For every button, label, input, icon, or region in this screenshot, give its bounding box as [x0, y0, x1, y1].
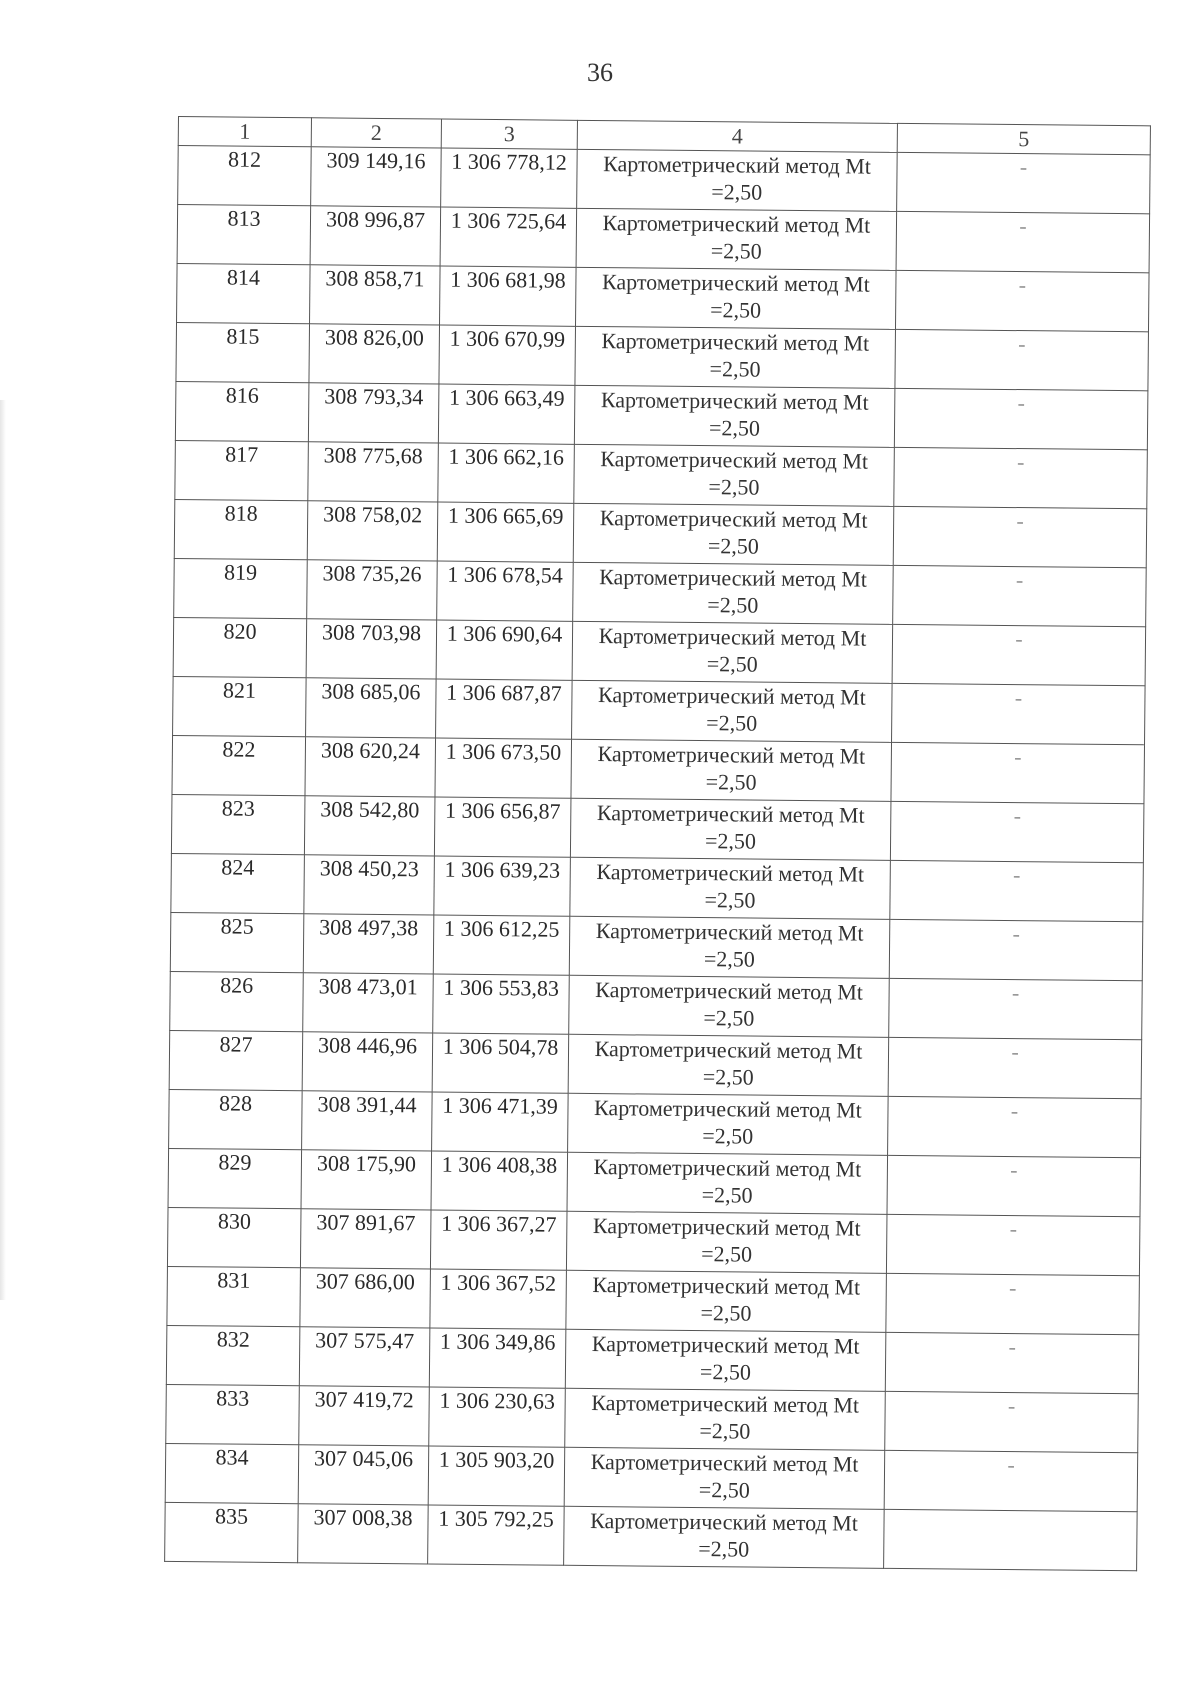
method-cell [568, 1093, 889, 1155]
y-coordinate-cell: 1 306 681,98 [440, 266, 577, 326]
note-cell: - [895, 270, 1149, 331]
method-label: Картометрический метод Mt [596, 800, 865, 828]
x-coordinate-cell: 309 149,16 [311, 147, 442, 207]
point-number-cell: 821 [173, 676, 307, 736]
note-cell: - [893, 565, 1147, 626]
method-label: Картометрический метод Mt [599, 505, 868, 533]
accuracy-value: =2,50 [707, 592, 759, 618]
accuracy-value: =2,50 [702, 1064, 754, 1090]
y-coordinate-cell: 1 306 367,52 [430, 1269, 567, 1329]
point-number-cell: 812 [178, 146, 312, 206]
x-coordinate-cell: 307 891,67 [300, 1209, 431, 1269]
table-body [165, 146, 1151, 1571]
method-cell [577, 149, 898, 211]
accuracy-value: =2,50 [704, 828, 757, 854]
y-coordinate-cell: 1 306 662,16 [438, 443, 575, 503]
accuracy-value: =2,50 [707, 533, 759, 559]
accuracy-value: =2,50 [711, 179, 763, 205]
point-number-cell: 825 [170, 912, 304, 972]
method-cell [575, 326, 896, 388]
header-col-3: 3 [441, 119, 577, 149]
table-row [173, 617, 1146, 685]
y-coordinate-cell: 1 306 690,64 [436, 620, 573, 680]
method-label: Картометрический метод Mt [591, 1390, 860, 1418]
table-row [170, 971, 1143, 1039]
scan-edge-shadow [0, 400, 6, 1300]
method-cell [570, 857, 891, 919]
point-number-cell: 814 [177, 263, 311, 323]
method-label: Картометрический метод Mt [598, 623, 867, 651]
method-label: Картометрический метод Mt [595, 977, 864, 1005]
point-number-cell: 817 [175, 440, 309, 500]
point-number-cell: 815 [176, 322, 310, 382]
x-coordinate-cell: 308 775,68 [308, 442, 439, 502]
point-number-cell: 819 [174, 558, 308, 618]
note-cell: - [885, 1332, 1139, 1393]
note-cell: - [894, 388, 1148, 449]
point-number-cell: 813 [177, 205, 311, 265]
point-number-cell: 822 [172, 735, 306, 795]
note-cell: - [885, 1391, 1139, 1452]
x-coordinate-cell: 308 793,34 [308, 383, 439, 443]
accuracy-value: =2,50 [698, 1477, 750, 1503]
x-coordinate-cell: 308 473,01 [303, 973, 434, 1033]
x-coordinate-cell: 308 620,24 [305, 737, 436, 797]
method-cell [566, 1211, 887, 1273]
table-row [166, 1325, 1139, 1393]
x-coordinate-cell: 307 419,72 [299, 1386, 430, 1446]
method-label: Картометрический метод Mt [590, 1508, 859, 1536]
point-number-cell: 816 [175, 381, 309, 441]
y-coordinate-cell: 1 306 471,39 [432, 1092, 569, 1152]
point-number-cell: 826 [170, 971, 304, 1031]
method-label: Картометрический метод Mt [596, 859, 865, 887]
table-row [175, 381, 1148, 449]
method-label: Картометрический метод Mt [600, 387, 869, 415]
note-cell: - [886, 1214, 1140, 1275]
y-coordinate-cell: 1 306 725,64 [440, 207, 577, 267]
table-row [165, 1502, 1138, 1570]
x-coordinate-cell: 308 703,98 [306, 619, 437, 679]
method-cell [564, 1447, 885, 1509]
method-label: Картометрический метод Mt [602, 210, 871, 238]
note-cell [884, 1509, 1138, 1570]
table-row [172, 735, 1145, 803]
method-cell [565, 1329, 886, 1391]
x-coordinate-cell: 308 858,71 [310, 265, 441, 325]
table-row [171, 853, 1144, 921]
y-coordinate-cell: 1 306 778,12 [441, 148, 578, 208]
x-coordinate-cell: 307 575,47 [299, 1327, 430, 1387]
method-cell [575, 267, 896, 329]
accuracy-value: =2,50 [698, 1536, 750, 1562]
table-row [169, 1030, 1142, 1098]
table-row [173, 676, 1146, 744]
accuracy-value: =2,50 [708, 415, 761, 441]
note-cell: - [891, 742, 1145, 803]
y-coordinate-cell: 1 306 639,23 [434, 856, 571, 916]
accuracy-value: =2,50 [699, 1359, 752, 1385]
header-col-5: 5 [897, 123, 1150, 154]
method-cell [571, 739, 892, 801]
y-coordinate-cell: 1 305 792,25 [428, 1505, 565, 1565]
y-coordinate-cell: 1 306 408,38 [431, 1151, 568, 1211]
table-row [177, 205, 1150, 273]
note-cell: - [890, 860, 1144, 921]
note-cell: - [897, 152, 1151, 213]
method-cell [573, 562, 894, 624]
point-number-cell: 833 [166, 1384, 300, 1444]
y-coordinate-cell: 1 306 349,86 [429, 1328, 566, 1388]
header-col-2: 2 [311, 118, 441, 148]
y-coordinate-cell: 1 306 230,63 [429, 1387, 566, 1447]
table-row [167, 1207, 1140, 1275]
table-row [165, 1443, 1138, 1511]
header-col-4: 4 [577, 120, 897, 152]
x-coordinate-cell: 308 175,90 [301, 1150, 432, 1210]
point-number-cell: 818 [174, 499, 308, 559]
method-label: Картометрический метод Mt [591, 1331, 860, 1359]
y-coordinate-cell: 1 306 663,49 [438, 384, 575, 444]
note-cell: - [886, 1273, 1140, 1334]
method-cell [576, 208, 897, 270]
x-coordinate-cell: 308 497,38 [303, 914, 434, 974]
method-cell [564, 1506, 885, 1568]
coordinates-table-wrapper [164, 116, 1150, 1571]
x-coordinate-cell: 308 446,96 [302, 1032, 433, 1092]
method-label: Картометрический метод Mt [592, 1272, 861, 1300]
point-number-cell: 830 [167, 1207, 301, 1267]
table-row [176, 322, 1149, 390]
x-coordinate-cell: 308 758,02 [307, 501, 438, 561]
note-cell: - [893, 506, 1147, 567]
point-number-cell: 834 [165, 1443, 299, 1503]
note-cell: - [894, 447, 1148, 508]
table-row [178, 146, 1151, 214]
method-label: Картометрический метод Mt [590, 1449, 859, 1477]
method-label: Картометрический метод Mt [600, 446, 869, 474]
accuracy-value: =2,50 [701, 1241, 753, 1267]
point-number-cell: 835 [165, 1502, 299, 1562]
note-cell: - [895, 329, 1149, 390]
y-coordinate-cell: 1 306 665,69 [437, 502, 574, 562]
point-number-cell: 832 [166, 1325, 300, 1385]
x-coordinate-cell: 308 542,80 [304, 796, 435, 856]
x-coordinate-cell: 308 996,87 [310, 206, 441, 266]
table-row [175, 440, 1148, 508]
table-row [168, 1148, 1141, 1216]
x-coordinate-cell: 308 826,00 [309, 324, 440, 384]
method-cell [574, 444, 895, 506]
table-row [169, 1089, 1142, 1157]
accuracy-value: =2,50 [699, 1418, 751, 1444]
note-cell: - [884, 1450, 1138, 1511]
y-coordinate-cell: 1 306 612,25 [433, 915, 570, 975]
page-number: 36 [587, 58, 613, 87]
x-coordinate-cell: 307 008,38 [298, 1504, 429, 1564]
point-number-cell: 828 [169, 1089, 303, 1149]
method-cell [572, 680, 893, 742]
point-number-cell: 831 [167, 1266, 301, 1326]
point-number-cell: 820 [173, 617, 307, 677]
method-label: Картометрический метод Mt [601, 328, 870, 356]
method-cell [569, 916, 890, 978]
method-label: Картометрический метод Mt [592, 1213, 861, 1241]
accuracy-value: =2,50 [703, 1005, 755, 1031]
y-coordinate-cell: 1 306 553,83 [433, 974, 570, 1034]
method-label: Картометрический метод Mt [603, 151, 872, 179]
method-cell [568, 1034, 889, 1096]
coordinates-table [164, 116, 1151, 1571]
y-coordinate-cell: 1 306 673,50 [435, 738, 572, 798]
method-cell [572, 621, 893, 683]
accuracy-value: =2,50 [703, 946, 756, 972]
table-row [171, 794, 1144, 862]
method-cell [570, 798, 891, 860]
header-col-1: 1 [178, 117, 311, 147]
method-cell [567, 1152, 888, 1214]
table-row [167, 1266, 1140, 1334]
accuracy-value: =2,50 [706, 651, 758, 677]
method-label: Картометрический метод Mt [601, 269, 870, 297]
accuracy-value: =2,50 [710, 238, 762, 264]
method-label: Картометрический метод Mt [594, 1095, 862, 1123]
note-cell: - [896, 211, 1150, 272]
y-coordinate-cell: 1 306 504,78 [432, 1033, 569, 1093]
point-number-cell: 827 [169, 1030, 303, 1090]
accuracy-value: =2,50 [704, 887, 756, 913]
note-cell: - [892, 683, 1146, 744]
note-cell: - [889, 978, 1143, 1039]
accuracy-value: =2,50 [701, 1182, 753, 1208]
point-number-cell: 829 [168, 1148, 302, 1208]
accuracy-value: =2,50 [710, 297, 762, 323]
method-cell [569, 975, 890, 1037]
table-row [166, 1384, 1139, 1452]
y-coordinate-cell: 1 306 678,54 [437, 561, 574, 621]
accuracy-value: =2,50 [702, 1123, 754, 1149]
y-coordinate-cell: 1 306 367,27 [430, 1210, 567, 1270]
y-coordinate-cell: 1 306 687,87 [436, 679, 573, 739]
method-cell [565, 1388, 886, 1450]
y-coordinate-cell: 1 306 670,99 [439, 325, 576, 385]
y-coordinate-cell: 1 305 903,20 [428, 1446, 565, 1506]
point-number-cell: 824 [171, 853, 305, 913]
note-cell: - [888, 1037, 1142, 1098]
method-label: Картометрический метод Mt [593, 1154, 862, 1182]
note-cell: - [892, 624, 1146, 685]
accuracy-value: =2,50 [706, 710, 758, 736]
table-row [177, 263, 1150, 331]
x-coordinate-cell: 308 450,23 [304, 855, 435, 915]
accuracy-value: =2,50 [708, 474, 760, 500]
x-coordinate-cell: 308 685,06 [306, 678, 437, 738]
x-coordinate-cell: 307 045,06 [298, 1445, 429, 1505]
method-label: Картометрический метод Mt [597, 682, 866, 710]
note-cell: - [890, 801, 1144, 862]
x-coordinate-cell: 308 391,44 [302, 1091, 433, 1151]
x-coordinate-cell: 307 686,00 [300, 1268, 431, 1328]
table-row [174, 558, 1147, 626]
table-row [170, 912, 1143, 980]
x-coordinate-cell: 308 735,26 [307, 560, 438, 620]
method-label: Картометрический метод Mt [599, 564, 868, 592]
accuracy-value: =2,50 [700, 1300, 752, 1326]
note-cell: - [889, 919, 1143, 980]
method-cell [573, 503, 894, 565]
method-label: Картометрический метод Mt [597, 741, 866, 769]
method-cell [566, 1270, 887, 1332]
y-coordinate-cell: 1 306 656,87 [434, 797, 571, 857]
method-label: Картометрический метод Mt [594, 1036, 863, 1064]
method-cell [574, 385, 895, 447]
method-label: Картометрический метод Mt [595, 918, 864, 946]
note-cell: - [887, 1155, 1141, 1216]
point-number-cell: 823 [171, 794, 305, 854]
accuracy-value: =2,50 [709, 356, 761, 382]
accuracy-value: =2,50 [705, 769, 757, 795]
note-cell: - [888, 1096, 1142, 1157]
table-row [174, 499, 1147, 567]
